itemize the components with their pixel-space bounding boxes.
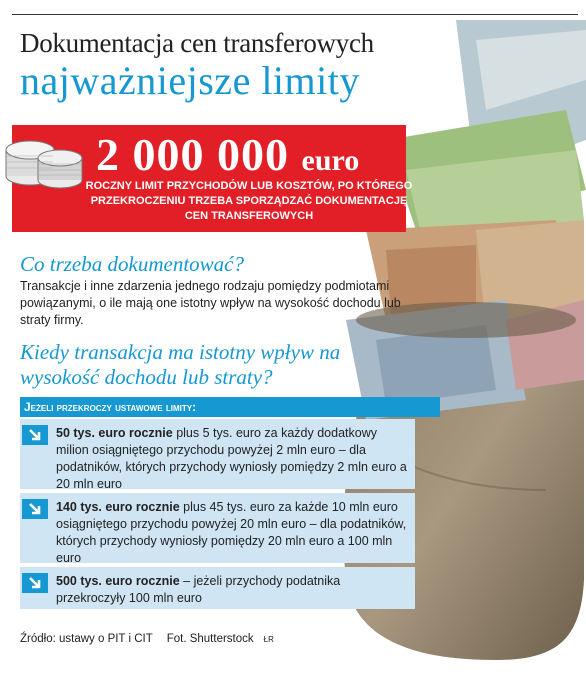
limit-item-text: 50 tys. euro rocznie plus 5 tys. euro za każdy dodatkowy milion osiągniętego przychodu powyżej 2 mln euro – dla podatników, których przychody wyniosły pomiędzy 2 mln euro a 20 mln euro bbox=[56, 426, 407, 491]
source-text: Źródło: ustawy o PIT i CIT bbox=[20, 633, 153, 645]
limit-item bbox=[20, 493, 415, 563]
limit-item bbox=[20, 567, 415, 609]
section1-question: Co trzeba dokumentować? bbox=[20, 252, 244, 276]
top-rule bbox=[12, 14, 578, 15]
limit-description: ROCZNY LIMIT PRZYCHODÓW LUB KOSZTÓW, PO KTÓREGO PRZEKROCZENIU TRZEBA SPORZĄDZAĆ DOKUMENTACJĘ CEN TRANSFEROWYCH bbox=[85, 180, 413, 222]
photo-credit: Fot. Shutterstock bbox=[166, 633, 254, 645]
section2-question: Kiedy transakcja ma istotny wpływ na wysokość dochodu lub straty? bbox=[20, 340, 341, 389]
page-title: Dokumentacja cen transferowych bbox=[20, 28, 374, 58]
limits-bar-label: Jeżeli przekroczy ustawowe limity: bbox=[24, 400, 197, 414]
limit-item bbox=[20, 419, 415, 489]
arrow-down-right-icon bbox=[22, 499, 48, 519]
limit-amount bbox=[96, 128, 359, 181]
source-line bbox=[20, 633, 274, 645]
page-subtitle: najważniejsze limity bbox=[20, 58, 360, 103]
limit-item-text: 500 tys. euro rocznie – jeżeli przychody podatnika przekroczyły 100 mln euro bbox=[56, 574, 341, 605]
coins-icon bbox=[2, 128, 86, 198]
limit-item-text: 140 tys. euro rocznie plus 45 tys. euro za każde 10 mln euro osiągniętego przychodu powyżej 20 mln euro – dla podatników, których przychody wyniosły pomiędzy 20 mln euro a 100 mln euro bbox=[56, 500, 407, 565]
limits-bar bbox=[20, 397, 440, 417]
section1-text: Transakcje i inne zdarzenia jednego rodzaju pomiędzy podmiotami powiązanymi, o ile mają one istotny wpływ na wysokość dochodu lub straty firmy. bbox=[20, 279, 401, 327]
limit-amount-value: 2 000 000 bbox=[96, 129, 289, 180]
arrow-down-right-icon bbox=[22, 573, 48, 593]
limit-amount-unit: euro bbox=[301, 144, 360, 177]
arrow-down-right-icon bbox=[22, 425, 48, 445]
author-initials: ŁR bbox=[263, 635, 274, 644]
